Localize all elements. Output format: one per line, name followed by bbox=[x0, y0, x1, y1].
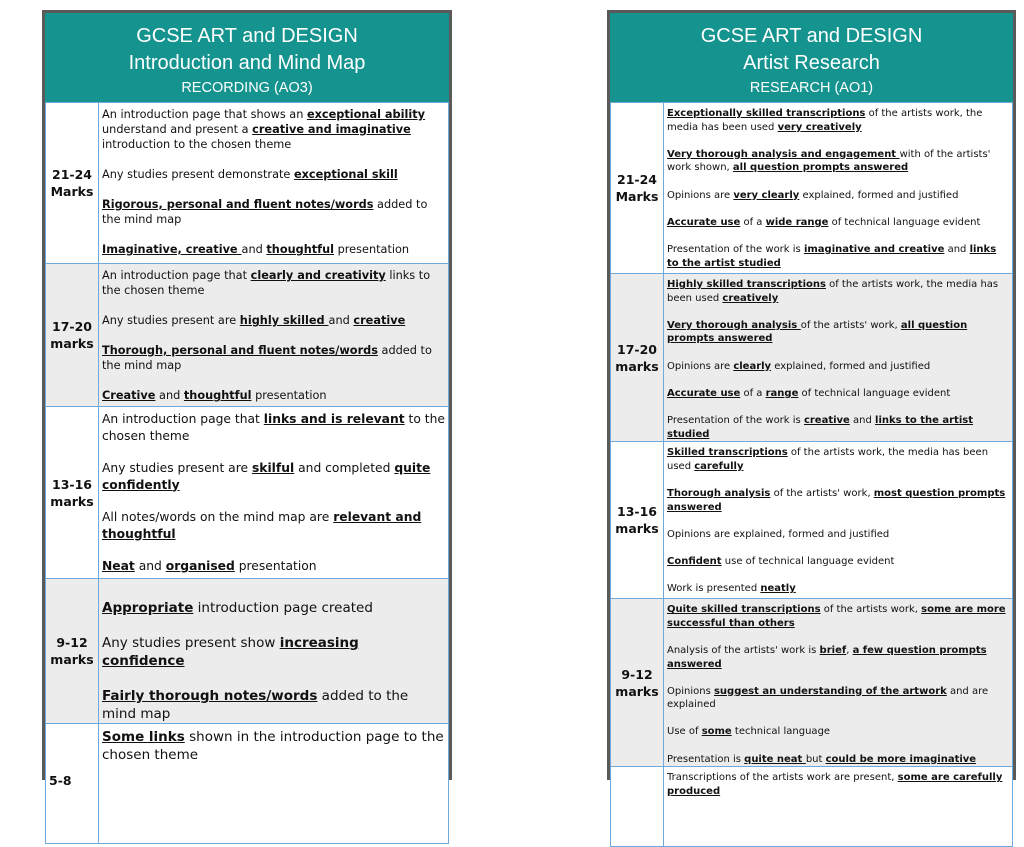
key-phrase: Quite skilled transcriptions bbox=[667, 604, 821, 616]
criteria-text: added to the mind map bbox=[102, 344, 432, 372]
rubric-row bbox=[46, 724, 449, 844]
key-phrase: Accurate use bbox=[667, 216, 741, 228]
key-phrase: skilful bbox=[251, 461, 295, 475]
mark-range: 5-8 bbox=[49, 773, 72, 788]
criteria-line bbox=[102, 388, 445, 403]
criteria-cell bbox=[664, 767, 1013, 847]
criteria-line bbox=[102, 687, 445, 723]
criteria-text: of the artists work, the media has been used bbox=[667, 447, 989, 472]
criteria-text: An introduction page that bbox=[102, 412, 264, 426]
criteria-text: Opinions are bbox=[667, 189, 734, 201]
criteria-line bbox=[667, 753, 1009, 767]
mark-unit: Marks bbox=[50, 184, 94, 199]
rubric-row bbox=[611, 599, 1013, 767]
criteria-line bbox=[667, 216, 1009, 230]
key-phrase: Very thorough analysis bbox=[667, 319, 801, 331]
criteria-text: and bbox=[134, 559, 166, 573]
key-phrase: all question prompts answered bbox=[732, 162, 909, 174]
criteria-text: of the artists work, the media has been used bbox=[667, 279, 999, 304]
criteria-line bbox=[667, 582, 1009, 596]
key-phrase: Imaginative, creative bbox=[102, 243, 242, 256]
key-phrase: links to the artist studied bbox=[667, 414, 973, 440]
key-phrase: Some links bbox=[102, 729, 185, 745]
criteria-text: Any studies present demonstrate bbox=[102, 168, 294, 181]
criteria-text: of technical language evident bbox=[828, 216, 981, 228]
criteria-text: Any studies present show bbox=[102, 635, 280, 651]
rubric-row bbox=[46, 103, 449, 264]
criteria-text: introduction to the chosen theme bbox=[102, 138, 292, 151]
criteria-line bbox=[667, 189, 1009, 203]
criteria-text: added to the mind map bbox=[102, 198, 428, 226]
criteria-text: Transcriptions of the artists work are present, bbox=[667, 772, 898, 784]
key-phrase: wide range bbox=[765, 216, 829, 228]
criteria-text: Any studies present are bbox=[102, 461, 252, 475]
criteria-text: technical language bbox=[731, 726, 831, 738]
criteria-cell bbox=[664, 103, 1013, 274]
key-phrase: a few question prompts answered bbox=[667, 644, 987, 670]
criteria-line bbox=[667, 107, 1009, 134]
criteria-cell bbox=[99, 264, 449, 407]
criteria-line bbox=[102, 242, 445, 257]
key-phrase: most question prompts answered bbox=[667, 487, 1006, 513]
criteria-line bbox=[667, 603, 1009, 630]
mark-band bbox=[46, 407, 99, 579]
mark-range: 9-12 bbox=[56, 635, 88, 650]
key-phrase: clearly bbox=[733, 360, 772, 372]
criteria-text: Opinions are explained, formed and justified bbox=[667, 528, 890, 540]
criteria-text: explained, formed and justified bbox=[799, 189, 959, 201]
criteria-line bbox=[102, 343, 445, 373]
key-phrase: Fairly thorough notes/words bbox=[102, 688, 318, 704]
rubric-title: GCSE ART and DESIGN bbox=[136, 25, 358, 47]
criteria-text: Presentation is bbox=[667, 753, 745, 765]
criteria-line bbox=[667, 555, 1009, 569]
key-phrase: some are carefully produced bbox=[667, 772, 1003, 797]
mark-unit: marks bbox=[615, 683, 659, 699]
criteria-text: explained, formed and justified bbox=[771, 360, 931, 372]
criteria-text: added to the mind map bbox=[102, 688, 409, 722]
key-phrase: some are more successful than others bbox=[667, 604, 1006, 629]
key-phrase: creatively bbox=[722, 292, 779, 304]
criteria-cell bbox=[664, 274, 1013, 442]
criteria-line bbox=[667, 148, 1009, 175]
criteria-text: of a bbox=[740, 216, 766, 228]
mark-band bbox=[46, 579, 99, 724]
criteria-text: of the artists work, bbox=[820, 604, 922, 616]
key-phrase: creative bbox=[353, 314, 406, 327]
mark-band bbox=[611, 767, 664, 847]
key-phrase: imaginative and creative bbox=[803, 243, 945, 255]
criteria-text: of the artists' work, bbox=[800, 319, 901, 331]
criteria-text: of a bbox=[740, 387, 766, 399]
criteria-text: presentation bbox=[251, 389, 327, 402]
criteria-line bbox=[102, 558, 445, 575]
rubric-panel-artist-research bbox=[607, 10, 1016, 797]
key-phrase: all question prompts answered bbox=[667, 319, 968, 345]
key-phrase: very creatively bbox=[777, 121, 862, 133]
rubric-header bbox=[610, 13, 1013, 102]
criteria-text: Analysis of the artists' work is bbox=[667, 644, 820, 656]
mark-unit: marks bbox=[50, 336, 94, 351]
key-phrase: Thorough analysis bbox=[667, 487, 771, 499]
criteria-cell bbox=[99, 103, 449, 264]
key-phrase: increasing confidence bbox=[102, 635, 359, 669]
key-phrase: organised bbox=[165, 559, 235, 573]
key-phrase: Very thorough analysis and engagement bbox=[667, 148, 900, 160]
key-phrase: clearly and creativity bbox=[250, 269, 386, 282]
key-phrase: highly skilled bbox=[239, 314, 329, 327]
criteria-line bbox=[667, 278, 1009, 305]
criteria-text: Opinions bbox=[667, 685, 714, 697]
criteria-line bbox=[667, 644, 1009, 671]
criteria-text: with of the artists' work shown, bbox=[667, 148, 991, 174]
criteria-text: , bbox=[846, 644, 853, 656]
rubric-row bbox=[611, 103, 1013, 274]
criteria-line bbox=[667, 771, 1009, 798]
criteria-text: Work is presented bbox=[667, 583, 761, 595]
mark-range: 17-20 bbox=[52, 319, 92, 334]
criteria-text: All notes/words on the mind map are bbox=[102, 510, 334, 524]
key-phrase: Skilled transcriptions bbox=[667, 447, 788, 459]
criteria-text: Presentation of the work is bbox=[667, 243, 804, 255]
key-phrase: quite neat bbox=[744, 753, 806, 765]
key-phrase: some bbox=[701, 726, 732, 738]
criteria-text: of technical language evident bbox=[798, 387, 951, 399]
rubric-row bbox=[611, 274, 1013, 442]
mark-unit: marks bbox=[50, 652, 94, 667]
criteria-text: and are explained bbox=[667, 685, 989, 711]
criteria-text: understand and present a bbox=[102, 123, 253, 136]
key-phrase: Highly skilled transcriptions bbox=[667, 279, 826, 290]
criteria-cell bbox=[664, 442, 1013, 599]
rubric-row bbox=[46, 579, 449, 724]
criteria-text: introduction page created bbox=[193, 600, 373, 616]
key-phrase: neatly bbox=[760, 583, 796, 595]
criteria-cell bbox=[99, 407, 449, 579]
criteria-line bbox=[102, 197, 445, 227]
rubric-header bbox=[45, 13, 449, 102]
criteria-text: of the artists' work, bbox=[770, 487, 874, 499]
rubric-row bbox=[611, 767, 1013, 847]
key-phrase: Accurate use bbox=[667, 387, 741, 399]
criteria-cell bbox=[99, 724, 449, 844]
mark-unit: marks bbox=[50, 493, 94, 509]
rubric-table bbox=[610, 102, 1013, 847]
key-phrase: thoughtful bbox=[183, 389, 252, 402]
mark-unit: marks bbox=[615, 521, 659, 537]
criteria-line bbox=[102, 167, 445, 182]
criteria-line bbox=[102, 411, 445, 444]
key-phrase: links to the artist studied bbox=[667, 243, 997, 269]
mark-band bbox=[611, 274, 664, 442]
criteria-text: links to the chosen theme bbox=[102, 269, 431, 297]
key-phrase: Appropriate bbox=[102, 600, 194, 616]
criteria-text: Presentation of the work is bbox=[667, 414, 804, 426]
key-phrase: carefully bbox=[694, 460, 744, 472]
mark-band bbox=[46, 724, 99, 844]
criteria-text: Use of bbox=[667, 726, 702, 738]
mark-unit: marks bbox=[615, 358, 659, 374]
key-phrase: brief bbox=[819, 644, 847, 656]
key-phrase: exceptional skill bbox=[293, 168, 398, 181]
key-phrase: suggest an understanding of the artwork bbox=[713, 685, 947, 697]
criteria-text: Opinions are bbox=[667, 360, 734, 372]
key-phrase: Creative bbox=[102, 389, 156, 402]
rubric-row bbox=[611, 442, 1013, 599]
criteria-line bbox=[102, 268, 445, 298]
mark-band bbox=[46, 264, 99, 407]
rubric-objective: RESEARCH (AO1) bbox=[749, 80, 874, 96]
rubric-panel-introduction bbox=[42, 10, 452, 788]
criteria-line bbox=[667, 446, 1009, 473]
criteria-line bbox=[667, 387, 1009, 401]
criteria-line bbox=[102, 599, 445, 617]
key-phrase: very clearly bbox=[733, 189, 800, 201]
key-phrase: Rigorous, personal and fluent notes/words bbox=[102, 198, 374, 211]
rubric-objective: RECORDING (AO3) bbox=[181, 80, 313, 96]
key-phrase: thoughtful bbox=[266, 243, 334, 256]
key-phrase: Confident bbox=[667, 555, 722, 567]
mark-range: 21-24 bbox=[617, 172, 657, 187]
criteria-line bbox=[667, 685, 1009, 712]
criteria-text: and bbox=[849, 414, 876, 426]
criteria-text: use of technical language evident bbox=[721, 555, 895, 567]
criteria-text: presentation bbox=[334, 243, 410, 256]
criteria-line bbox=[102, 509, 445, 542]
mark-band bbox=[611, 599, 664, 767]
criteria-cell bbox=[99, 579, 449, 724]
criteria-text: and bbox=[155, 389, 184, 402]
key-phrase: Exceptionally skilled transcriptions bbox=[667, 108, 866, 119]
rubric-table bbox=[45, 102, 449, 844]
mark-range: 17-20 bbox=[617, 341, 657, 357]
criteria-line bbox=[667, 243, 1009, 270]
criteria-line bbox=[102, 634, 445, 670]
criteria-text: but bbox=[805, 753, 826, 765]
mark-band bbox=[611, 103, 664, 274]
key-phrase: quite confidently bbox=[102, 461, 431, 492]
criteria-line bbox=[667, 319, 1009, 346]
rubric-row bbox=[46, 407, 449, 579]
mark-range: 21-24 bbox=[52, 167, 92, 182]
rubric-title: GCSE ART and DESIGN bbox=[700, 25, 923, 47]
criteria-line bbox=[667, 528, 1009, 542]
criteria-text: of the artists work, the media has been used bbox=[667, 108, 983, 133]
criteria-text: presentation bbox=[234, 559, 317, 573]
key-phrase: range bbox=[765, 387, 799, 399]
criteria-text: and bbox=[241, 243, 267, 256]
key-phrase: links and is relevant bbox=[263, 412, 405, 426]
mark-range: 13-16 bbox=[617, 504, 657, 520]
key-phrase: creative bbox=[803, 414, 850, 426]
criteria-text: Any studies present are bbox=[102, 314, 240, 327]
mark-unit: Marks bbox=[615, 189, 659, 204]
key-phrase: Thorough, personal and fluent notes/words bbox=[102, 344, 378, 357]
criteria-text: and completed bbox=[294, 461, 395, 475]
criteria-line bbox=[102, 728, 445, 764]
criteria-line bbox=[667, 487, 1009, 514]
criteria-text: An introduction page that shows an bbox=[102, 108, 307, 121]
rubric-subtitle: Artist Research bbox=[743, 52, 880, 74]
criteria-line bbox=[667, 725, 1009, 739]
criteria-text: to the chosen theme bbox=[102, 412, 445, 443]
criteria-text: and bbox=[328, 314, 354, 327]
key-phrase: creative and imaginative bbox=[252, 123, 411, 136]
criteria-line bbox=[667, 414, 1009, 441]
criteria-text: An introduction page that bbox=[102, 269, 251, 282]
criteria-line bbox=[102, 107, 445, 152]
criteria-text: shown in the introduction page to the chosen theme bbox=[102, 729, 444, 763]
key-phrase: exceptional ability bbox=[306, 108, 425, 121]
rubric-subtitle: Introduction and Mind Map bbox=[128, 52, 366, 74]
criteria-text: and bbox=[944, 243, 970, 255]
mark-range: 13-16 bbox=[52, 476, 92, 492]
mark-band bbox=[46, 103, 99, 264]
key-phrase: relevant and thoughtful bbox=[102, 510, 422, 541]
mark-range: 9-12 bbox=[621, 666, 653, 682]
key-phrase: Neat bbox=[102, 559, 135, 573]
criteria-line bbox=[102, 313, 445, 328]
mark-band bbox=[611, 442, 664, 599]
criteria-line bbox=[667, 360, 1009, 374]
criteria-cell bbox=[664, 599, 1013, 767]
criteria-line bbox=[102, 460, 445, 493]
key-phrase: could be more imaginative bbox=[825, 753, 977, 765]
rubric-row bbox=[46, 264, 449, 407]
